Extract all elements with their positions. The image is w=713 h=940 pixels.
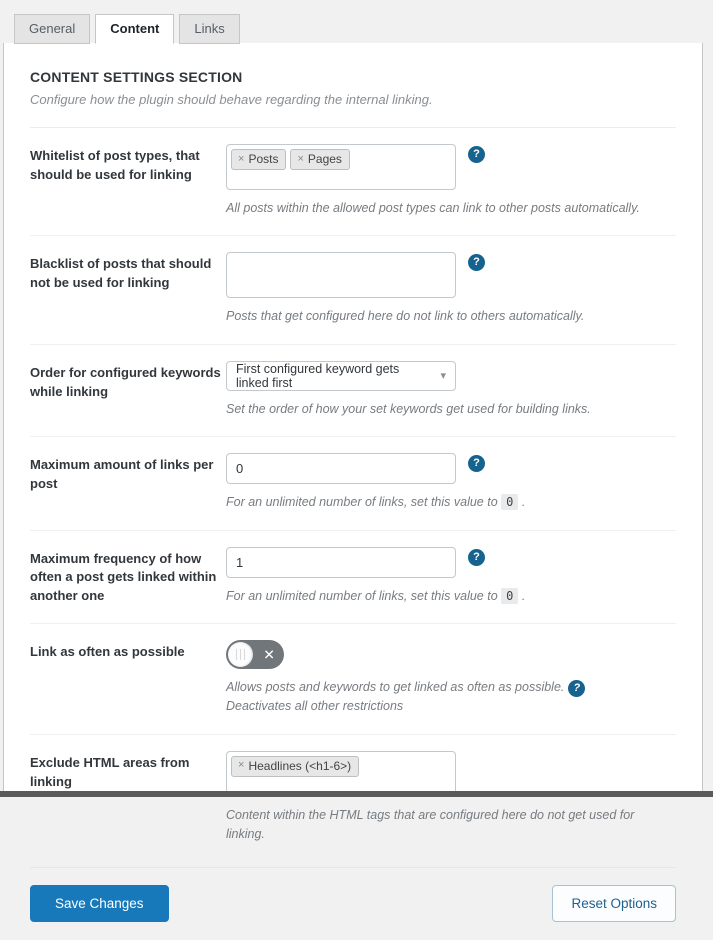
whitelist-multiselect[interactable] — [226, 144, 456, 190]
help-line-1: Allows posts and keywords to get linked as often as possible. — [226, 680, 565, 695]
help-text-prefix: For an unlimited number of links, set this value to — [226, 495, 498, 510]
code-zero: 0 — [501, 588, 518, 604]
help-icon[interactable]: ? — [468, 146, 485, 163]
blacklist-multiselect[interactable] — [226, 252, 456, 298]
tab-bar — [0, 0, 713, 43]
help-icon[interactable]: ? — [468, 455, 485, 472]
tag-posts — [231, 149, 286, 170]
remove-tag-icon[interactable]: × — [238, 152, 245, 165]
tag-label: Posts — [248, 152, 279, 166]
link-often-toggle[interactable] — [226, 640, 284, 669]
keyword-order-help-text: Set the order of how your set keywords get used for building links. — [226, 401, 591, 416]
row-blacklist-posts — [30, 236, 676, 344]
max-frequency-input[interactable] — [226, 547, 456, 578]
tag-label: Pages — [307, 152, 342, 166]
whitelist-label: Whitelist of post types, that should be used for linking — [30, 148, 200, 182]
row-max-frequency — [30, 531, 676, 625]
help-line-2: Deactivates all other restrictions — [226, 699, 404, 714]
tab-general[interactable]: General — [14, 14, 90, 44]
row-exclude-html — [30, 735, 676, 863]
keyword-order-label: Order for configured keywords while linking — [30, 364, 221, 399]
chevron-down-icon: ▾ — [440, 370, 446, 383]
toggle-knob — [228, 642, 253, 667]
max-links-help-text — [226, 493, 676, 512]
exclude-html-multiselect[interactable] — [226, 751, 456, 797]
help-icon[interactable]: ? — [468, 549, 485, 566]
max-frequency-label: Maximum frequency of how often a post gets linked within another one — [30, 550, 217, 604]
row-link-often — [30, 624, 676, 735]
blacklist-help-text: Posts that get configured here do not link to others automatically. — [226, 309, 585, 324]
save-button[interactable]: Save Changes — [30, 885, 169, 922]
help-text-suffix: . — [521, 495, 526, 510]
tab-links[interactable]: Links — [179, 14, 239, 44]
exclude-html-label: Exclude HTML areas from linking — [30, 754, 190, 789]
link-often-help-text — [226, 678, 676, 717]
tag-pages — [290, 149, 349, 170]
tag-headlines — [231, 756, 359, 777]
section-subtitle: Configure how the plugin should behave regarding the internal linking. — [30, 92, 433, 107]
selected-option: First configured keyword gets linked first — [236, 361, 400, 390]
tag-label: Headlines (<h1-6>) — [248, 758, 352, 773]
toggle-off-icon: ✕ — [263, 646, 275, 663]
row-keyword-order — [30, 345, 676, 437]
help-icon[interactable]: ? — [568, 680, 585, 697]
row-whitelist-post-types — [30, 128, 676, 236]
footer-actions — [30, 868, 676, 940]
blacklist-label: Blacklist of posts that should not be used for linking — [30, 256, 212, 291]
row-max-links — [30, 437, 676, 530]
help-text-prefix: For an unlimited number of links, set this value to — [226, 588, 498, 603]
tab-content[interactable]: Content — [95, 14, 174, 44]
remove-tag-icon[interactable]: × — [238, 759, 245, 772]
max-frequency-help-text — [226, 587, 676, 606]
help-icon[interactable]: ? — [468, 254, 485, 271]
link-often-label: Link as often as possible — [30, 644, 185, 660]
max-links-input[interactable] — [226, 453, 456, 484]
keyword-order-select[interactable] — [226, 361, 456, 391]
exclude-html-help-text: Content within the HTML tags that are configured here do not get used for linking. — [226, 807, 635, 842]
whitelist-help-text: All posts within the allowed post types can link to other posts automatically. — [226, 201, 640, 215]
section-title: CONTENT SETTINGS SECTION — [30, 69, 243, 85]
window-bottom-edge — [0, 791, 713, 797]
remove-tag-icon[interactable]: × — [297, 152, 304, 165]
reset-options-button[interactable]: Reset Options — [552, 885, 676, 922]
code-zero: 0 — [501, 494, 518, 510]
max-links-label: Maximum amount of links per post — [30, 457, 214, 491]
content-settings-panel — [3, 42, 703, 911]
help-text-suffix: . — [521, 588, 526, 603]
